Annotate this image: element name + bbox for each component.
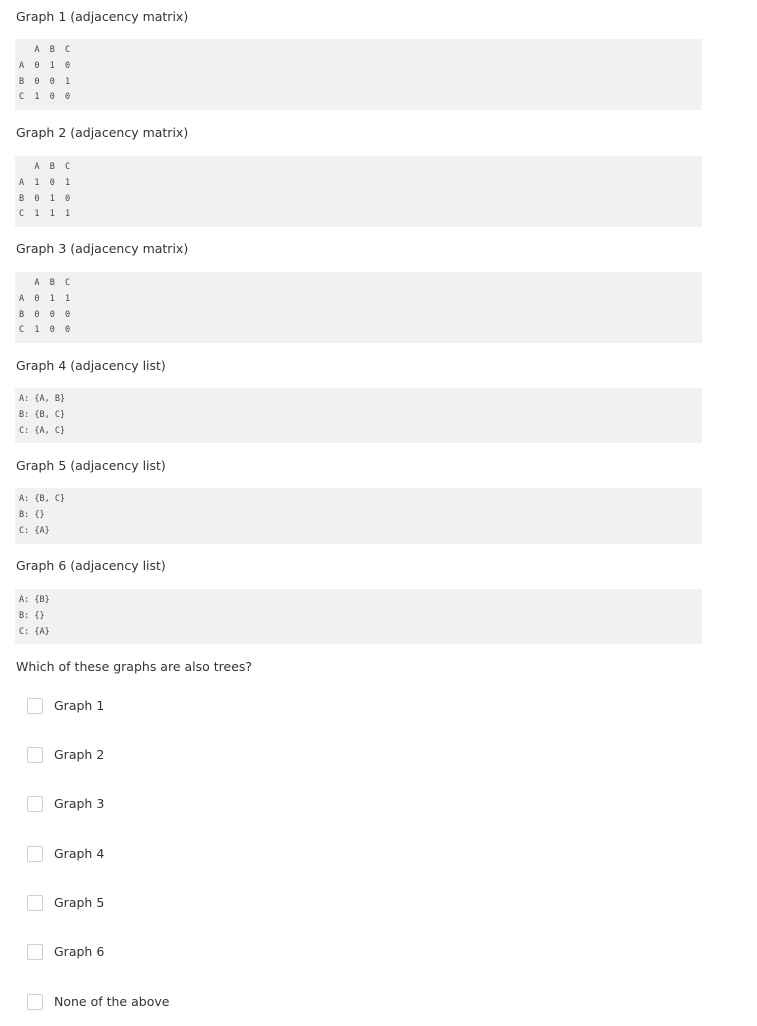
option-graph-6[interactable] xyxy=(27,944,327,964)
graph-4-list xyxy=(15,388,702,443)
checkbox[interactable] xyxy=(27,747,43,763)
graph-1-title: Graph 1 (adjacency matrix) xyxy=(16,9,189,24)
checkbox[interactable] xyxy=(27,994,43,1010)
option-none-of-the-above[interactable] xyxy=(27,994,327,1014)
graph-2-matrix-text: A B C A 1 0 1 B 0 1 0 C 1 1 1 xyxy=(19,162,71,220)
checkbox[interactable] xyxy=(27,796,43,812)
checkbox[interactable] xyxy=(27,944,43,960)
graph-3-title: Graph 3 (adjacency matrix) xyxy=(16,241,189,256)
option-label: Graph 2 xyxy=(54,747,105,762)
graph-5-title: Graph 5 (adjacency list) xyxy=(16,458,166,473)
option-label: Graph 6 xyxy=(54,944,105,959)
graph-2-title: Graph 2 (adjacency matrix) xyxy=(16,125,189,140)
graph-6-list-text: A: {B} B: {} C: {A} xyxy=(19,595,50,637)
option-label: Graph 1 xyxy=(54,698,105,713)
graph-2-matrix xyxy=(15,156,702,227)
graph-5-list xyxy=(15,488,702,544)
graph-1-matrix-text: A B C A 0 1 0 B 0 0 1 C 1 0 0 xyxy=(19,45,71,103)
option-label: None of the above xyxy=(54,994,170,1009)
option-label: Graph 4 xyxy=(54,846,105,861)
checkbox[interactable] xyxy=(27,698,43,714)
option-label: Graph 5 xyxy=(54,895,105,910)
graph-4-list-text: A: {A, B} B: {B, C} C: {A, C} xyxy=(19,394,66,436)
graph-6-title: Graph 6 (adjacency list) xyxy=(16,558,166,573)
graph-3-matrix-text: A B C A 0 1 1 B 0 0 0 C 1 0 0 xyxy=(19,278,71,336)
option-graph-2[interactable] xyxy=(27,747,327,767)
graph-1-matrix xyxy=(15,39,702,110)
graph-6-list xyxy=(15,589,702,644)
question-text: Which of these graphs are also trees? xyxy=(16,659,253,674)
graph-3-matrix xyxy=(15,272,702,343)
graph-5-list-text: A: {B, C} B: {} C: {A} xyxy=(19,494,66,536)
option-graph-5[interactable] xyxy=(27,895,327,915)
checkbox[interactable] xyxy=(27,895,43,911)
graph-4-title: Graph 4 (adjacency list) xyxy=(16,358,166,373)
option-graph-1[interactable] xyxy=(27,698,327,718)
option-label: Graph 3 xyxy=(54,796,105,811)
option-graph-4[interactable] xyxy=(27,846,327,866)
checkbox[interactable] xyxy=(27,846,43,862)
option-graph-3[interactable] xyxy=(27,796,327,816)
